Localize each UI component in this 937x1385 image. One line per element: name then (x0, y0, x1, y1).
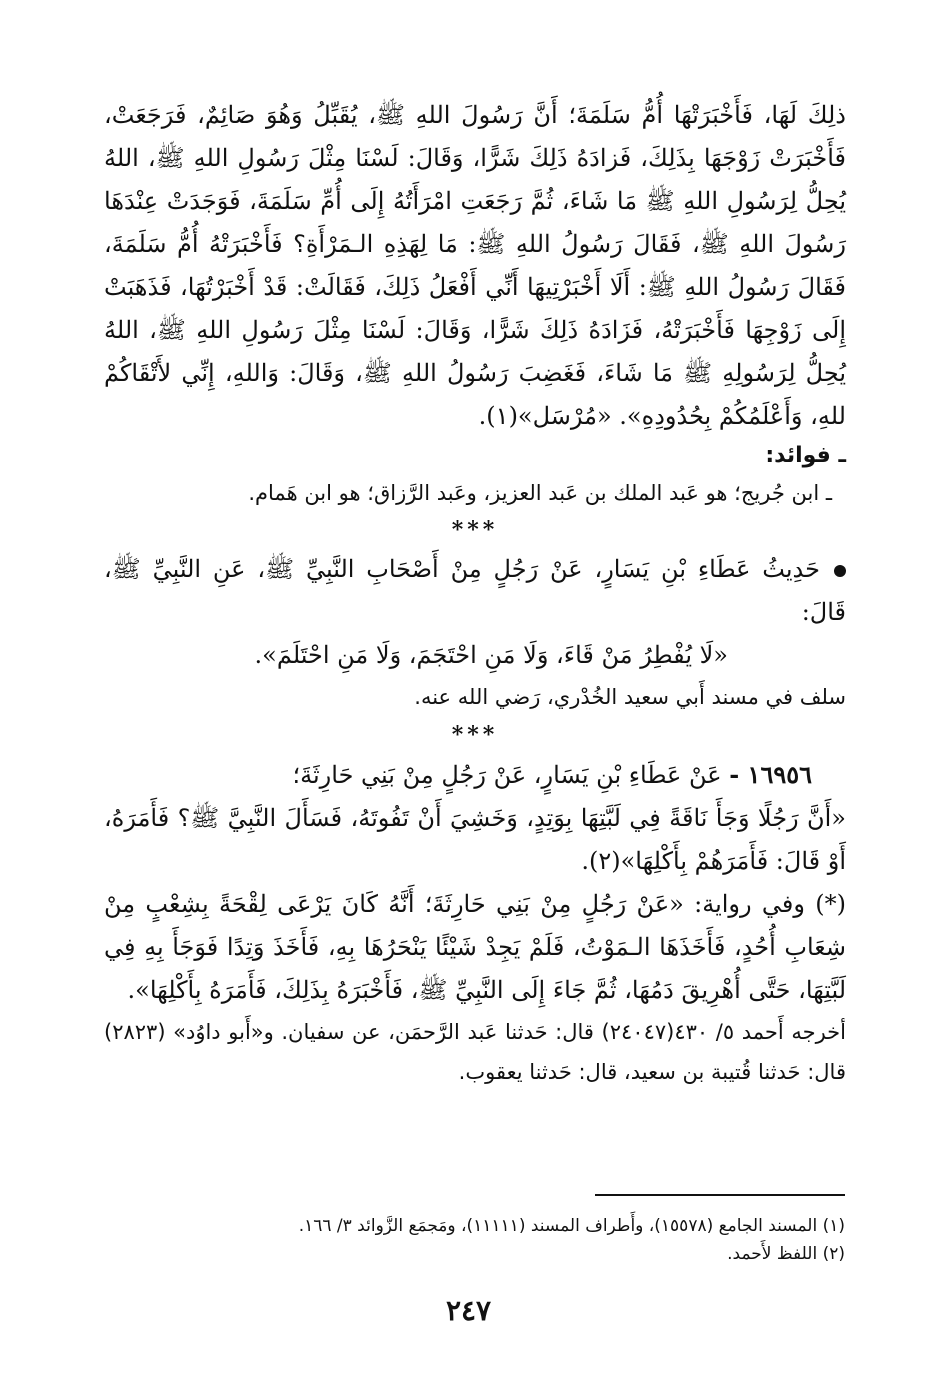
fawaid-heading: ـ فوائد: (765, 443, 846, 468)
bullet-icon (834, 565, 846, 577)
footnote-1: (١) المسند الجامع (١٥٥٧٨)، وأَطراف المسند (١١١١١)، ومَجمَع الزَّوائد ٣/ ١٦٦. (298, 1216, 845, 1236)
takhrij-source: أخرجه أَحمد ٥/ ٤٣٠(٢٤٠٤٧) قال: حَدثنا عَبد الرَّحمَن، عن سفيان. و«أَبو داوُد» (٢٨٢٣) قال: حَدثنا قُتيبة بن سعيد، قال: حَدثنا يعقوب. (104, 1020, 846, 1084)
hadith-number: ١٦٩٥٦ - (729, 760, 812, 789)
cross-reference: سلف في مسند أَبي سعيد الخُدْري، رَضي الله عنه. (414, 685, 846, 709)
page-body (104, 94, 846, 1092)
hadith-body: «أَنَّ رَجُلًا وَجَأَ نَاقَةً فِي لَبَّتِهَا بِوَتِدٍ، وَخَشِيَ أَنْ تَفُوتَهُ، فَسَأَلَ النَّبِيَّ ﷺ؟ فَأَمَرَهُ، أَوْ قَالَ: فَأَمَرَهُمْ بِأَكْلِهَا»(٢). (104, 804, 846, 875)
hadith-text: «لَا يُفْطِرُ مَنْ قَاءَ، وَلَا مَنِ احْتَجَمَ، وَلَا مَنِ احْتَلَمَ». (254, 641, 728, 669)
hadith-chain-text: عَنْ عَطَاءِ بْنِ يَسَارٍ، عَنْ رَجُلٍ مِنْ بَنِي حَارِثَةَ؛ (292, 761, 722, 789)
hadith-intro-text: حَدِيثُ عَطَاءِ بْنِ يَسَارٍ، عَنْ رَجُلٍ مِنْ أَصْحَابِ النَّبِيِّ ﷺ، عَنِ النَّبِيِّ ﷺ، قَالَ: (104, 555, 846, 626)
section-separator-1: *** (451, 517, 499, 543)
hadith-intro (104, 548, 846, 634)
section-separator-2: *** (451, 722, 499, 748)
hadith-chain (104, 753, 812, 797)
footnote-2: (٢) اللفظ لأَحمد. (727, 1244, 845, 1264)
riwaya-variant: (*) وفي رواية: «عَنْ رَجُلٍ مِنْ بَنِي حَارِثَةَ؛ أَنَّهُ كَانَ يَرْعَى لِقْحَةً بِشِعْبٍ مِنْ شِعَابِ أُحُدٍ، فَأَخَذَهَا الـمَوْتُ، فَلَمْ يَجِدْ شَيْئًا يَنْحَرُهَا بِهِ، فَأَخَذَ وَتِدًا فَوَجَأَ بِهِ فِي لَبَّتِهَا، حَتَّى أُهْرِيقَ دَمُهَا، ثُمَّ جَاءَ إِلَى النَّبِيِّ ﷺ، فَأَخْبَرَهُ بِذَلِكَ، فَأَمَرَهُ بِأَكْلِهَا». (104, 890, 846, 1004)
paragraph-mursal-narration: ذلِكَ لَهَا، فَأَخْبَرَتْهَا أُمُّ سَلَمَةَ؛ أَنَّ رَسُولَ اللهِ ﷺ، يُقَبِّلُ وَهُوَ صَائِمٌ، فَرَجَعَتْ، فَأَخْبَرَتْ زَوْجَهَا بِذَلِكَ، فَزادَهُ ذَلِكَ شَرًّا، وَقَالَ: لَسْنَا مِثْلَ رَسُولِ اللهِ ﷺ، اللهُ يُحِلُّ لِرَسُولِ اللهِ ﷺ مَا شَاءَ، ثُمَّ رَجَعَتِ امْرَأَتُهُ إِلَى أُمِّ سَلَمَةَ، فَوَجَدَتْ عِنْدَهَا رَسُولَ اللهِ ﷺ، فَقَالَ رَسُولُ اللهِ ﷺ: مَا لِهَذِهِ الـمَرْأَةِ؟ فَأَخْبَرَتْهُ أُمُّ سَلَمَةَ، فَقَالَ رَسُولُ اللهِ ﷺ: أَلَا أَخْبَرْتِيهَا أَنِّي أَفْعَلُ ذَلِكَ، فَقَالَتْ: قَدْ أَخْبَرْتُهَا، فَذَهَبَتْ إِلَى زَوْجِهَا فَأَخْبَرَتْهُ، فَزَادَهُ ذَلِكَ شَرًّا، وَقَالَ: لَسْنَا مِثْلَ رَسُولِ اللهِ ﷺ، اللهُ يُحِلُّ لِرَسُولِهِ ﷺ مَا شَاءَ، فَغَضِبَ رَسُولُ اللهِ ﷺ، وَقَالَ: وَاللهِ، إِنِّي لأَتْقَاكُمْ للهِ، وَأَعْلَمُكُمْ بِحُدُودِهِ». «مُرْسَل»(١). (104, 101, 846, 430)
fawaid-note: ـ ابن جُريج؛ هو عَبد الملك بن عَبد العزيز، وعَبد الرَّزاق؛ هو ابن هَمام. (248, 481, 832, 505)
page-number: ٢٤٧ (445, 1294, 492, 1327)
footnotes (103, 1212, 845, 1268)
footnote-divider (595, 1194, 845, 1196)
